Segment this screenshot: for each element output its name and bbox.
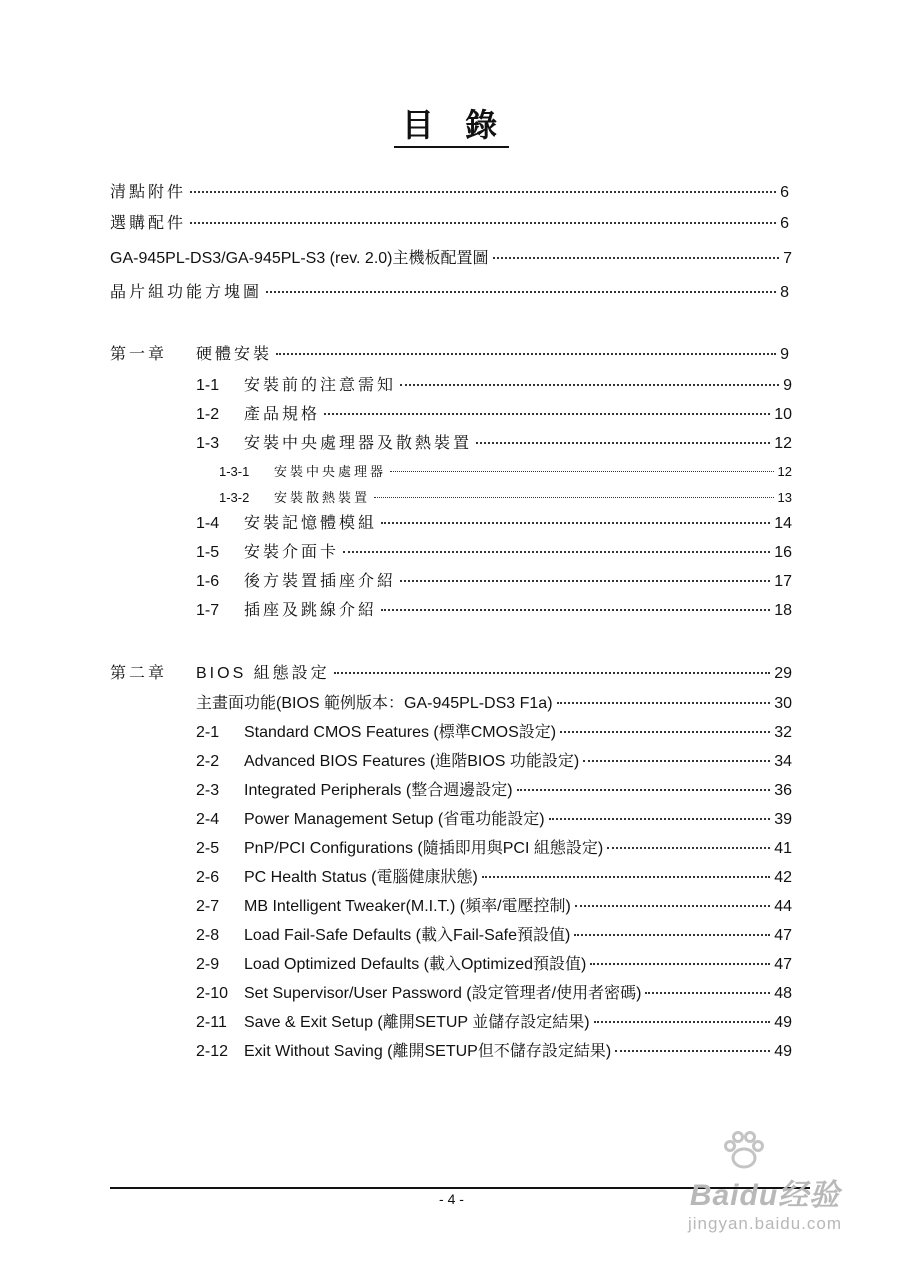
dot-leader xyxy=(615,1050,770,1052)
dot-leader xyxy=(381,609,770,611)
toc-entry-page: 9 xyxy=(780,346,792,363)
toc-entry-text: PC Health Status (電腦健康狀態) xyxy=(244,869,478,886)
toc-entry-text: Load Optimized Defaults (載入Optimized預設值) xyxy=(244,956,587,973)
toc-entry-text: 安裝中央處理器及散熱裝置 xyxy=(244,435,473,452)
toc-entry-text: Standard CMOS Features (標準CMOS設定) xyxy=(244,724,557,741)
section-number: 2-12 xyxy=(196,1043,229,1060)
section-number: 2-11 xyxy=(196,1014,227,1031)
toc-entry[interactable] xyxy=(196,984,792,1004)
dot-leader xyxy=(645,992,770,994)
dot-leader xyxy=(190,191,776,193)
toc-entry[interactable] xyxy=(196,1042,792,1062)
section-number: 2-3 xyxy=(196,782,220,799)
toc-entry[interactable] xyxy=(196,1013,792,1033)
toc-entry-text: Power Management Setup (省電功能設定) xyxy=(244,811,545,828)
dot-leader xyxy=(557,702,771,704)
toc-subentry[interactable] xyxy=(219,488,792,508)
toc-entry-page: 39 xyxy=(774,811,792,828)
toc-entry-text: 安裝中央處理器 xyxy=(274,464,387,479)
chapter-heading[interactable] xyxy=(110,664,792,684)
dot-leader xyxy=(324,413,770,415)
dot-leader xyxy=(575,905,770,907)
toc-entry-text: 安裝散熱裝置 xyxy=(274,490,371,505)
dot-leader xyxy=(343,551,770,553)
toc-entry-page: 16 xyxy=(774,544,792,561)
toc-entry-text: 插座及跳線介紹 xyxy=(244,602,378,619)
toc-entry-page: 49 xyxy=(774,1043,792,1060)
dot-leader xyxy=(334,672,771,674)
toc-entry[interactable] xyxy=(196,926,792,946)
toc-entry-page: 6 xyxy=(780,215,792,232)
section-number: 2-7 xyxy=(196,898,220,915)
toc-entry-page: 10 xyxy=(774,406,792,423)
toc-entry-page: 49 xyxy=(774,1014,792,1031)
toc-entry[interactable] xyxy=(196,572,792,592)
dot-leader xyxy=(400,384,779,386)
section-number: 1-5 xyxy=(196,544,220,561)
toc-entry-page: 44 xyxy=(774,898,792,915)
toc-entry-page: 12 xyxy=(777,464,792,479)
toc-entry[interactable] xyxy=(196,434,792,454)
toc-entry-page: 47 xyxy=(774,927,792,944)
section-number: 2-10 xyxy=(196,985,229,1002)
section-number: 1-1 xyxy=(196,377,220,394)
toc-entry[interactable] xyxy=(196,752,792,772)
chapter-title: BIOS 組態設定 xyxy=(196,665,330,682)
toc-entry[interactable] xyxy=(196,839,792,859)
toc-entry-page: 18 xyxy=(774,602,792,619)
toc-entry-page: 42 xyxy=(774,869,792,886)
toc-entry[interactable] xyxy=(196,810,792,830)
dot-leader xyxy=(476,442,770,444)
dot-leader xyxy=(549,818,771,820)
section-number: 1-2 xyxy=(196,406,220,423)
toc-entry[interactable] xyxy=(196,868,792,888)
toc-entry-page: 30 xyxy=(774,695,792,712)
paw-icon xyxy=(720,1130,768,1170)
dot-leader xyxy=(607,847,770,849)
toc-entry-text: 安裝記憶體模組 xyxy=(244,515,378,532)
section-number: 2-5 xyxy=(196,840,220,857)
dot-leader xyxy=(517,789,771,791)
toc-entry-page: 29 xyxy=(774,665,792,682)
chapter-title: 硬體安裝 xyxy=(196,346,273,363)
toc-entry[interactable] xyxy=(110,214,792,234)
toc-entry[interactable] xyxy=(196,405,792,425)
dot-leader xyxy=(400,580,770,582)
toc-entry-text: Advanced BIOS Features (進階BIOS 功能設定) xyxy=(244,753,580,770)
toc-entry-text: Exit Without Saving (離開SETUP但不儲存設定結果) xyxy=(244,1043,612,1060)
toc-entry-page: 8 xyxy=(780,284,792,301)
section-number: 2-4 xyxy=(196,811,220,828)
toc-entry-page: 34 xyxy=(774,753,792,770)
toc-entry-text: 清點附件 xyxy=(110,184,187,201)
toc-entry[interactable] xyxy=(196,723,792,743)
toc-entry-page: 7 xyxy=(783,250,792,267)
toc-entry[interactable] xyxy=(110,249,792,269)
toc-entry[interactable] xyxy=(196,897,792,917)
chapter-heading[interactable] xyxy=(110,345,792,365)
section-number: 2-8 xyxy=(196,927,220,944)
section-number: 2-9 xyxy=(196,956,220,973)
subsection-number: 1-3-1 xyxy=(219,464,250,479)
toc-entry-page: 13 xyxy=(777,490,792,505)
dot-leader xyxy=(190,222,776,224)
toc-entry-text: 安裝前的注意需知 xyxy=(244,377,397,394)
dot-leader xyxy=(583,760,770,762)
dot-leader xyxy=(381,522,770,524)
toc-entry-text: GA-945PL-DS3/GA-945PL-S3 (rev. 2.0)主機板配置圖 xyxy=(110,250,489,267)
toc-entry[interactable] xyxy=(196,601,792,621)
toc-entry-page: 36 xyxy=(774,782,792,799)
toc-entry-text: 產品規格 xyxy=(244,406,321,423)
toc-entry-text: 選購配件 xyxy=(110,215,187,232)
toc-entry-text: PnP/PCI Configurations (隨插即用與PCI 組態設定) xyxy=(244,840,604,857)
toc-entry[interactable] xyxy=(196,376,792,396)
dot-leader xyxy=(493,257,780,259)
toc-entry[interactable] xyxy=(196,514,792,534)
toc-entry[interactable] xyxy=(110,183,792,203)
subsection-number: 1-3-2 xyxy=(219,490,250,505)
watermark xyxy=(640,1148,890,1234)
section-number: 1-4 xyxy=(196,515,220,532)
toc-entry-text: 安裝介面卡 xyxy=(244,544,340,561)
watermark-brand: Baidu经验 xyxy=(689,1179,841,1212)
dot-leader xyxy=(266,291,776,293)
toc-entry-page: 6 xyxy=(780,184,792,201)
toc-entry-text: 後方裝置插座介紹 xyxy=(244,573,397,590)
dot-leader xyxy=(594,1021,771,1023)
dot-leader xyxy=(374,497,774,498)
toc-entry-page: 41 xyxy=(774,840,792,857)
section-number: 1-6 xyxy=(196,573,220,590)
toc-entry-text: Load Fail-Safe Defaults (載入Fail-Safe預設值) xyxy=(244,927,571,944)
dot-leader xyxy=(574,934,770,936)
page-number: - 4 - xyxy=(439,1191,464,1207)
toc-entry[interactable] xyxy=(196,694,792,714)
toc-entry[interactable] xyxy=(196,543,792,563)
dot-leader xyxy=(482,876,770,878)
section-number: 1-3 xyxy=(196,435,220,452)
section-number: 2-2 xyxy=(196,753,220,770)
toc-entry-text: 主畫面功能(BIOS 範例版本：GA-945PL-DS3 F1a) xyxy=(196,695,553,712)
chapter-number: 第一章 xyxy=(110,346,168,363)
section-number: 1-7 xyxy=(196,602,220,619)
section-number: 2-1 xyxy=(196,724,220,741)
toc-entry-text: 晶片組功能方塊圖 xyxy=(110,284,263,301)
toc-entry[interactable] xyxy=(196,955,792,975)
dot-leader xyxy=(276,353,776,355)
toc-entry[interactable] xyxy=(110,283,792,303)
toc-entry[interactable] xyxy=(196,781,792,801)
dot-leader xyxy=(590,963,770,965)
toc-entry-page: 47 xyxy=(774,956,792,973)
toc-entry-text: Set Supervisor/User Password (設定管理者/使用者密碼) xyxy=(244,985,642,1002)
toc-entry-page: 9 xyxy=(783,377,792,394)
toc-entry-text: Save & Exit Setup (離開SETUP 並儲存設定結果) xyxy=(244,1014,590,1031)
page-title: 目 錄 xyxy=(0,100,903,146)
dot-leader xyxy=(560,731,770,733)
section-number: 2-6 xyxy=(196,869,220,886)
toc-entry-text: Integrated Peripherals (整合週邊設定) xyxy=(244,782,513,799)
toc-entry-text: MB Intelligent Tweaker(M.I.T.) (頻率/電壓控制) xyxy=(244,898,571,915)
toc-subentry[interactable] xyxy=(219,462,792,482)
toc-entry-page: 32 xyxy=(774,724,792,741)
chapter-number: 第二章 xyxy=(110,665,168,682)
toc-entry-page: 12 xyxy=(774,435,792,452)
toc-entry-page: 17 xyxy=(774,573,792,590)
toc-entry-page: 48 xyxy=(774,985,792,1002)
watermark-url: jingyan.baidu.com xyxy=(687,1214,843,1233)
toc-entry-page: 14 xyxy=(774,515,792,532)
dot-leader xyxy=(390,471,774,472)
